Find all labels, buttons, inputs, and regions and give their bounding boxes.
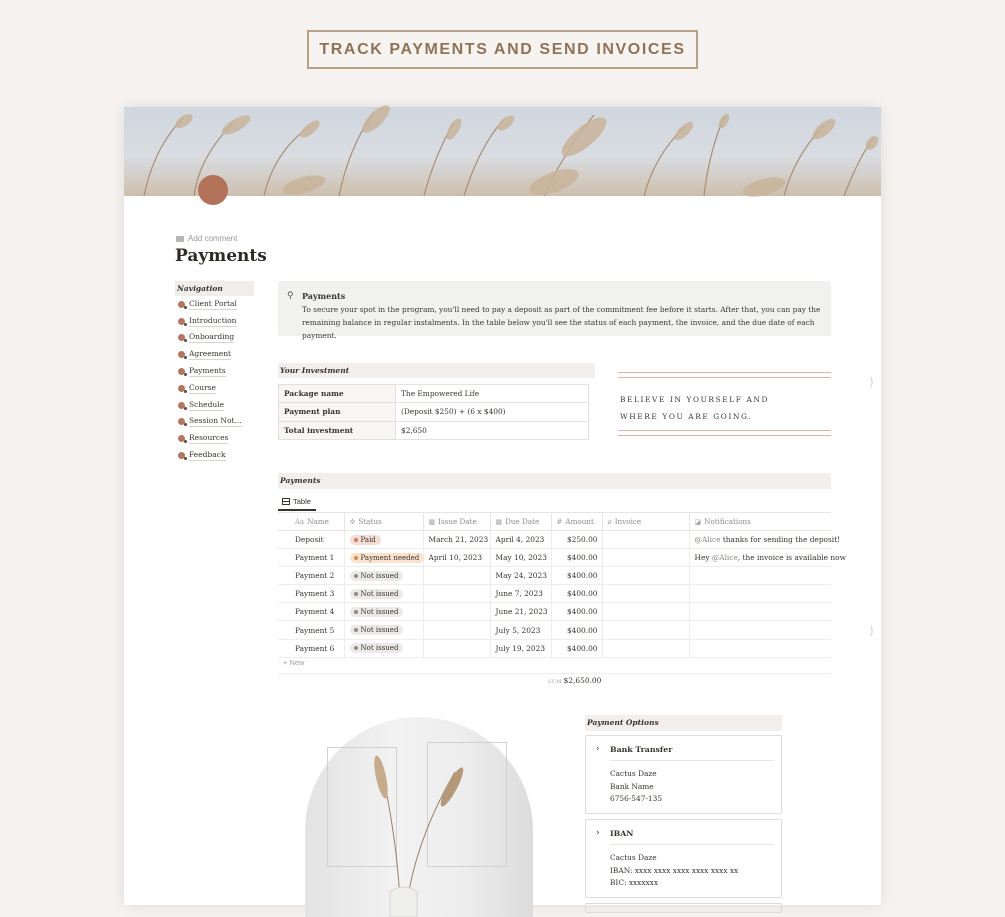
cell-issue-date[interactable]: April 10, 2023	[423, 549, 490, 567]
add-comment-button[interactable]	[176, 234, 237, 243]
nav-item-label: Feedback	[189, 450, 226, 460]
column-label: Status	[358, 517, 382, 526]
status-property-icon: ✲	[349, 518, 356, 526]
table-row[interactable]	[278, 567, 831, 585]
option-title: IBAN	[610, 829, 634, 838]
investment-table	[278, 384, 589, 440]
cell-name[interactable]: Payment 6	[278, 639, 344, 657]
column-label: Issue Date	[438, 517, 477, 526]
cell-name[interactable]: Payment 5	[278, 621, 344, 639]
notification-icon: ◪	[694, 518, 702, 526]
investment-key: Payment plan	[279, 403, 396, 421]
cell-notifications[interactable]	[689, 621, 831, 639]
table-row[interactable]	[278, 621, 831, 639]
column-header-status[interactable]	[344, 513, 423, 531]
scroll-indicator-icon: )	[869, 624, 874, 638]
column-header-name[interactable]	[278, 513, 344, 531]
nav-item-introduction[interactable]	[175, 313, 254, 330]
status-badge	[350, 643, 404, 653]
nav-item-feedback[interactable]	[175, 447, 254, 464]
page-banner	[307, 30, 698, 69]
page-link-icon	[178, 318, 185, 325]
table-row[interactable]	[278, 639, 831, 657]
mention[interactable]: @Alice	[694, 535, 721, 545]
paperclip-icon: ⌀	[607, 518, 612, 526]
table-header-row	[278, 513, 831, 531]
page-icon[interactable]	[198, 175, 228, 205]
option-details	[610, 768, 662, 806]
cell-notifications[interactable]	[689, 603, 831, 621]
option-line: Bank Name	[610, 781, 654, 791]
page-link-icon	[178, 435, 185, 442]
option-line: IBAN: xxxx xxxx xxxx xxxx xxxx xx	[610, 865, 739, 875]
cell-invoice[interactable]	[602, 603, 689, 621]
cell-status[interactable]	[344, 639, 423, 657]
status-badge	[350, 625, 404, 635]
status-dot	[354, 574, 358, 578]
nav-item-label: Payments	[189, 366, 226, 376]
pin-icon: ⚲	[287, 291, 294, 301]
option-title: Bank Transfer	[610, 745, 673, 754]
quote-text	[620, 391, 769, 425]
cell-issue-date[interactable]	[423, 585, 490, 603]
cell-status[interactable]	[344, 603, 423, 621]
cell-invoice[interactable]	[602, 621, 689, 639]
cell-status[interactable]	[344, 549, 423, 567]
toggle-iban[interactable]	[585, 819, 782, 898]
note-text: , the invoice is available now	[737, 553, 846, 563]
add-new-row-button[interactable]: + New	[278, 658, 831, 674]
divider	[610, 760, 774, 761]
column-label: Due Date	[505, 517, 540, 526]
cell-name[interactable]: Deposit	[278, 531, 344, 549]
cell-invoice[interactable]	[602, 585, 689, 603]
status-label: Payment needed	[360, 553, 420, 562]
cell-invoice[interactable]	[602, 639, 689, 657]
status-label: Not issued	[360, 644, 399, 653]
cover-image	[124, 107, 881, 196]
cell-amount[interactable]: $400.00	[551, 621, 602, 639]
cell-amount[interactable]: $400.00	[551, 567, 602, 585]
callout-body: To secure your spot in the program, you'll need to pay a deposit as part of the commitment fee before it starts. After that, you can pay the remaining balance in regular instalments. In the table below you'll see the status of each payment, the invoice, and the due date of each payment.	[302, 305, 821, 340]
cell-name[interactable]: Payment 4	[278, 603, 344, 621]
page-link-icon	[178, 301, 185, 308]
quote-line-2: WHERE YOU ARE GOING.	[620, 412, 753, 421]
divider	[618, 377, 831, 378]
cell-issue-date[interactable]	[423, 621, 490, 639]
option-line: Cactus Daze	[610, 853, 657, 862]
investment-value[interactable]: The Empowered Life	[396, 385, 589, 403]
tab-label: Table	[293, 496, 311, 506]
status-dot	[354, 628, 358, 632]
cell-issue-date[interactable]	[423, 603, 490, 621]
sum-label: SUM	[548, 679, 562, 685]
cell-amount[interactable]: $400.00	[551, 549, 602, 567]
status-dot	[354, 556, 358, 560]
divider	[618, 430, 831, 431]
status-badge	[350, 571, 404, 581]
option-line: 6756-547-135	[610, 794, 663, 804]
cell-due-date[interactable]: May 24, 2023	[490, 567, 551, 585]
table-icon	[282, 498, 290, 505]
status-label: Not issued	[360, 571, 399, 580]
notion-page	[124, 107, 881, 905]
nav-item-course[interactable]	[175, 380, 254, 397]
payment-options-heading: Payment Options	[585, 715, 782, 731]
number-property-icon: #	[556, 518, 563, 526]
cell-issue-date[interactable]: March 21, 2023	[423, 531, 490, 549]
status-dot	[354, 592, 358, 596]
cell-due-date[interactable]: June 7, 2023	[490, 585, 551, 603]
nav-item-label: Session Not...	[189, 416, 242, 426]
column-header-due-date[interactable]	[490, 513, 551, 531]
cell-invoice[interactable]	[602, 549, 689, 567]
status-badge	[350, 553, 425, 563]
tab-table-view[interactable]	[278, 493, 316, 511]
payments-table	[278, 512, 846, 658]
divider	[618, 372, 831, 373]
quote-block	[618, 372, 831, 437]
cell-due-date[interactable]: July 19, 2023	[490, 639, 551, 657]
cell-issue-date[interactable]	[423, 639, 490, 657]
option-details	[610, 852, 738, 890]
table-row[interactable]	[278, 531, 831, 549]
comment-icon	[176, 236, 184, 242]
calendar-icon: ▦	[495, 518, 503, 526]
nav-item-label: Course	[189, 382, 216, 392]
page-link-icon	[178, 452, 185, 459]
cell-invoice[interactable]	[602, 531, 689, 549]
status-badge	[350, 607, 404, 617]
column-header-issue-date[interactable]	[423, 513, 490, 531]
page-link-icon	[178, 368, 185, 375]
page-link-icon	[178, 385, 185, 392]
investment-key: Package name	[279, 385, 396, 403]
table-row	[279, 403, 589, 421]
mention[interactable]: @Alice	[711, 553, 738, 563]
cell-due-date[interactable]: April 4, 2023	[490, 531, 551, 549]
table-row[interactable]	[278, 585, 831, 603]
nav-item-payments[interactable]	[175, 363, 254, 380]
nav-item-schedule[interactable]	[175, 397, 254, 414]
cell-amount[interactable]: $400.00	[551, 603, 602, 621]
cell-issue-date[interactable]	[423, 567, 490, 585]
nav-item-label: Client Portal	[189, 298, 237, 308]
pampas-grass-illustration	[124, 107, 881, 196]
nav-item-resources[interactable]	[175, 430, 254, 447]
nav-item-agreement[interactable]	[175, 346, 254, 363]
nav-item-label: Resources	[189, 433, 229, 443]
note-prefix: Hey	[694, 553, 712, 563]
nav-item-onboarding[interactable]	[175, 330, 254, 347]
table-row	[279, 421, 589, 439]
column-header-notifications[interactable]	[689, 513, 831, 531]
cell-name[interactable]: Payment 1	[278, 549, 344, 567]
table-row	[279, 385, 589, 403]
column-label: Notifications	[704, 517, 751, 526]
callout-title: Payments	[302, 291, 346, 301]
status-dot	[354, 538, 358, 542]
cell-notifications[interactable]	[689, 585, 831, 603]
banner-text: TRACK PAYMENTS AND SEND INVOICES	[319, 40, 686, 58]
chevron-right-icon[interactable]: ›	[596, 828, 600, 838]
nav-item-label: Introduction	[189, 315, 237, 325]
status-label: Not issued	[360, 607, 399, 616]
add-comment-label: Add comment	[188, 234, 238, 243]
nav-item-label: Agreement	[189, 349, 232, 359]
option-line: BIC: xxxxxxx	[610, 878, 659, 888]
quote-line-1: BELIEVE IN YOURSELF AND	[620, 395, 769, 404]
status-badge	[350, 589, 404, 599]
divider	[618, 435, 831, 436]
table-row[interactable]	[278, 603, 831, 621]
cell-amount[interactable]: $400.00	[551, 585, 602, 603]
cell-invoice[interactable]	[602, 567, 689, 585]
column-label: Name	[307, 517, 329, 526]
nav-item-client-portal[interactable]	[175, 296, 254, 313]
cell-amount[interactable]: $400.00	[551, 639, 602, 657]
cell-due-date[interactable]: June 21, 2023	[490, 603, 551, 621]
chevron-right-icon[interactable]: ›	[596, 744, 600, 754]
amount-sum[interactable]	[548, 676, 602, 685]
cell-name[interactable]: Payment 3	[278, 585, 344, 603]
nav-item-label: Onboarding	[189, 332, 235, 342]
scroll-indicator-icon: )	[869, 375, 874, 389]
text-property-icon: Aa	[295, 518, 305, 526]
payments-callout	[278, 281, 831, 340]
note-text: thanks for sending the deposit!	[720, 535, 841, 545]
column-header-invoice[interactable]	[602, 513, 689, 531]
sum-value: $2,650.00	[563, 676, 602, 685]
status-badge	[350, 535, 381, 545]
investment-value[interactable]: (Deposit $250) + (6 x $400)	[396, 403, 589, 421]
table-row[interactable]	[278, 549, 831, 567]
cell-status[interactable]	[344, 531, 423, 549]
investment-value[interactable]: $2,650	[396, 421, 589, 439]
status-label: Paid	[360, 535, 376, 544]
cell-amount[interactable]: $250.00	[551, 531, 602, 549]
status-dot	[354, 646, 358, 650]
status-dot	[354, 610, 358, 614]
cell-notifications[interactable]	[689, 549, 846, 567]
status-label: Not issued	[360, 589, 399, 598]
investment-key: Total investment	[279, 421, 396, 439]
page-link-icon	[178, 334, 185, 341]
cell-notifications[interactable]	[689, 531, 841, 549]
cell-notifications[interactable]	[689, 567, 831, 585]
investment-heading: Your Investment	[278, 363, 595, 378]
column-label: Amount	[565, 517, 594, 526]
cell-status[interactable]	[344, 567, 423, 585]
navigation-block	[175, 281, 254, 464]
page-link-icon	[178, 402, 185, 409]
toggle-next-option[interactable]	[585, 903, 782, 913]
cell-due-date[interactable]: May 10, 2023	[490, 549, 551, 567]
page-title: Payments	[175, 246, 267, 266]
cell-due-date[interactable]: July 5, 2023	[490, 621, 551, 639]
nav-item-label: Schedule	[189, 399, 225, 409]
navigation-heading: Navigation	[175, 281, 254, 296]
column-label: Invoice	[614, 517, 642, 526]
cell-notifications[interactable]	[689, 639, 831, 657]
toggle-bank-transfer[interactable]	[585, 735, 782, 814]
column-header-amount[interactable]	[551, 513, 602, 531]
nav-item-session-notes[interactable]	[175, 414, 254, 431]
cell-name[interactable]: Payment 2	[278, 567, 344, 585]
page-link-icon	[178, 351, 185, 358]
status-label: Not issued	[360, 626, 399, 635]
cell-status[interactable]	[344, 621, 423, 639]
payments-heading: Payments	[278, 473, 831, 489]
calendar-icon: ▦	[428, 518, 436, 526]
divider	[610, 844, 774, 845]
page-link-icon	[178, 418, 185, 425]
option-line: Cactus Daze	[610, 769, 657, 778]
cell-status[interactable]	[344, 585, 423, 603]
vase-illustration	[305, 717, 533, 917]
decorative-arch-image	[305, 717, 533, 917]
